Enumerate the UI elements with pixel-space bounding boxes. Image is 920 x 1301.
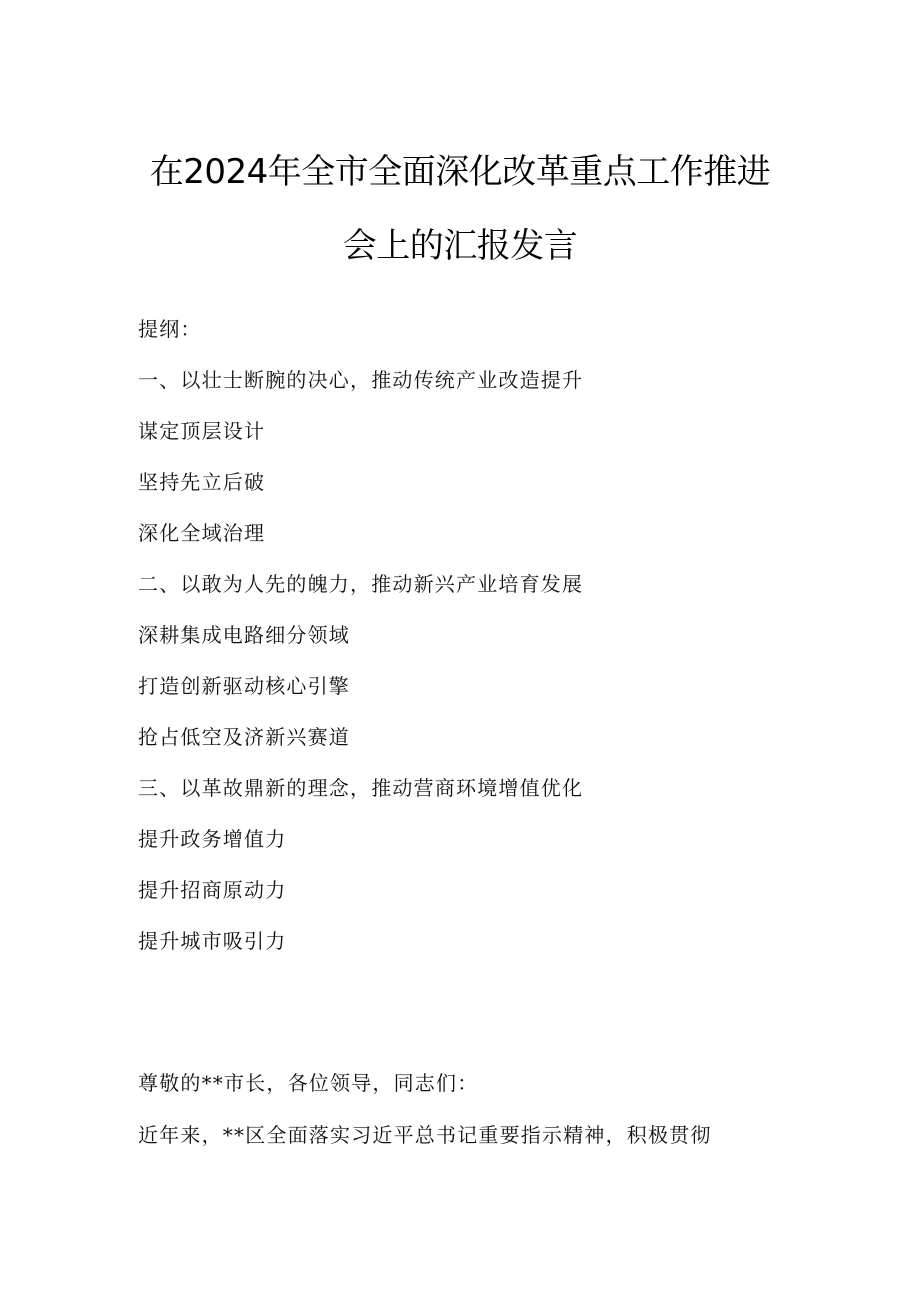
section-2-item-1: 深耕集成电路细分领域 [138,623,350,647]
section-1-item-2: 坚持先立后破 [138,470,266,494]
outline-label: 提纲： [138,317,202,341]
section-2-item-2: 打造创新驱动核心引擎 [138,674,350,698]
section-3-item-3: 提升城市吸引力 [138,929,287,953]
section-1-item-3: 深化全域治理 [138,521,266,545]
section-heading-1: 一、以壮士断腕的决心，推动传统产业改造提升 [138,368,584,392]
section-1-item-1: 谋定顶层设计 [138,419,266,443]
section-heading-2: 二、以敢为人先的魄力，推动新兴产业培育发展 [138,572,584,596]
section-3-item-2: 提升招商原动力 [138,878,287,902]
section-heading-3: 三、以革故鼎新的理念，推动营商环境增值优化 [138,776,584,800]
section-2-item-3: 抢占低空及济新兴赛道 [138,725,350,749]
document-title-line-2: 会上的汇报发言 [342,226,578,266]
section-3-item-1: 提升政务增值力 [138,827,287,851]
salutation: 尊敬的**市长，各位领导，同志们： [138,1071,479,1095]
body-paragraph-line: 近年来，**区全面落实习近平总书记重要指示精神，积极贯彻 [138,1123,712,1147]
document-title-line-1: 在2024年全市全面深化改革重点工作推进 [149,152,771,192]
